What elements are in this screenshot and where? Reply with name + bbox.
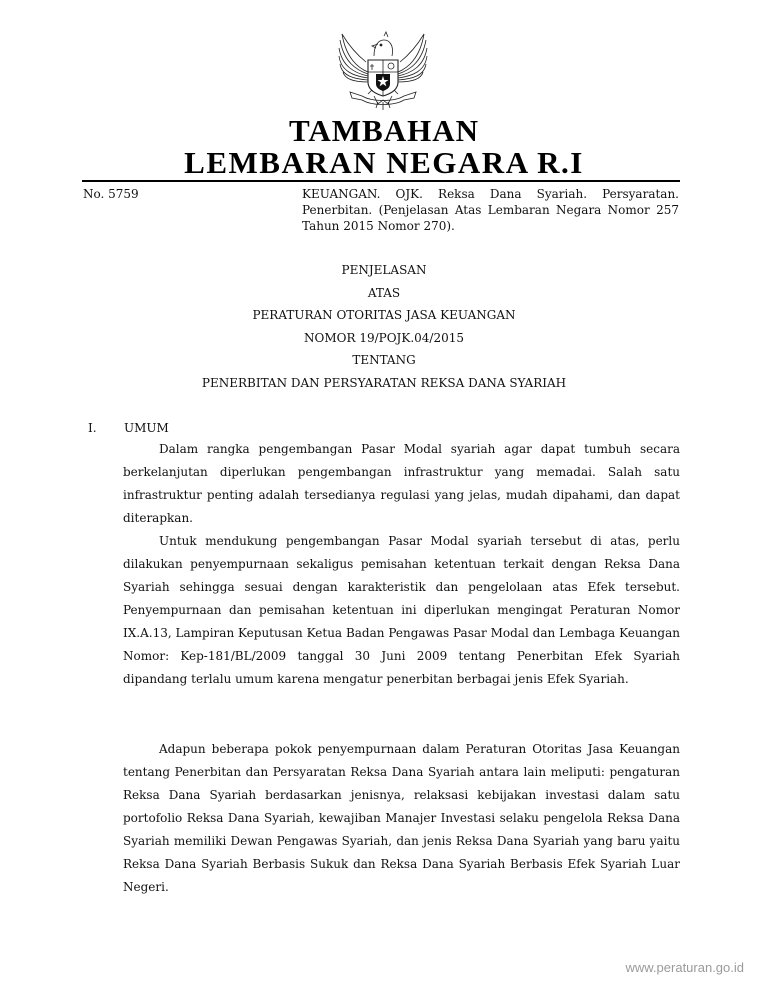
heading-line: ATAS xyxy=(367,285,401,300)
gazette-number: No. 5759 xyxy=(83,187,139,201)
paragraph-text: Adapun beberapa pokok penyempurnaan dalam Peraturan Otoritas Jasa Keuangan tentang Penerbitan dan Persyaratan Reksa Dana Syariah antara lain meliputi: pengaturan Reksa Dana Syariah berdasarkan jenisnya, relaksasi kebijakan investasi dalam satu portofolio Reksa Dana Syariah, kewajiban Manajer Investasi selaku pengelola Reksa Dana Syariah memiliki Dewan Pengawas Syariah, dan jenis Reksa Dana Syariah yang baru yaitu Reksa Dana Syariah Berbasis Sukuk dan Reksa Dana Syariah Berbasis Efek Syariah Luar Negeri. xyxy=(123,742,680,894)
heading-line: PERATURAN OTORITAS JASA KEUANGAN xyxy=(252,308,516,322)
section-numeral: I. xyxy=(88,421,97,435)
gazette-summary: KEUANGAN. OJK. Reksa Dana Syariah. Persyaratan. Penerbitan. (Penjelasan Atas Lembaran Negara Nomor 257 Tahun 2015 Nomor 270). xyxy=(302,187,679,233)
heading-line: PENERBITAN DAN PERSYARATAN REKSA DANA SYARIAH xyxy=(201,375,567,390)
body-paragraph xyxy=(123,530,680,691)
document-heading xyxy=(0,262,768,397)
body-paragraph xyxy=(123,738,680,899)
heading-line: PENJELASAN xyxy=(341,263,427,277)
footer-website-link[interactable]: www.peraturan.go.id xyxy=(625,960,744,975)
heading-line: TENTANG xyxy=(352,353,416,367)
header-divider xyxy=(82,180,680,182)
garuda-emblem-icon xyxy=(328,26,438,112)
body-paragraph xyxy=(123,438,680,530)
section-title: UMUM xyxy=(124,421,169,435)
gazette-title-line1: TAMBAHAN xyxy=(289,113,479,148)
heading-line: NOMOR 19/POJK.04/2015 xyxy=(304,330,464,345)
gazette-title-line2: LEMBARAN NEGARA R.I xyxy=(184,145,584,180)
paragraph-text: Untuk mendukung pengembangan Pasar Modal syariah tersebut di atas, perlu dilakukan penyempurnaan sekaligus pemisahan ketentuan terkait dengan Reksa Dana Syariah sehingga sesuai dengan karakteristik dan pengelolaan atas Efek tersebut. Penyempurnaan dan pemisahan ketentuan ini diperlukan mengingat Peraturan Nomor IX.A.13, Lampiran Keputusan Ketua Badan Pengawas Pasar Modal dan Lembaga Keuangan Nomor: Kep-181/BL/2009 tanggal 30 Juni 2009 tentang Penerbitan Efek Syariah dipandang terlalu umum karena mengatur penerbitan berbagai jenis Efek Syariah. xyxy=(123,534,680,686)
section-heading xyxy=(88,420,169,436)
paragraph-text: Dalam rangka pengembangan Pasar Modal syariah agar dapat tumbuh secara berkelanjutan diperlukan pengembangan infrastruktur yang memadai. Salah satu infrastruktur penting adalah tersedianya regulasi yang jelas, mudah dipahami, dan dapat diterapkan. xyxy=(123,442,680,525)
